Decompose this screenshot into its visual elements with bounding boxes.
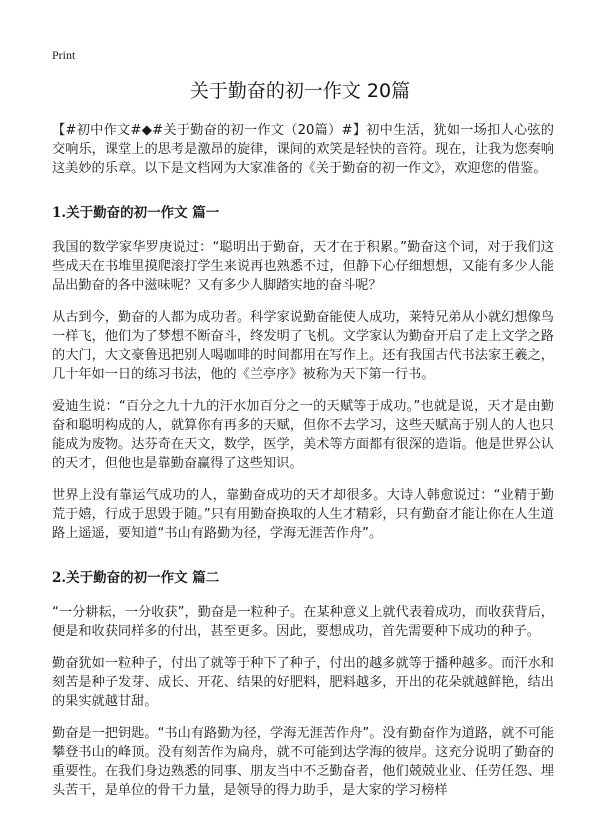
section-heading-1: 1.关于勤奋的初一作文 篇一: [52, 205, 220, 221]
article-title: 关于勤奋的初一作文 20篇: [189, 80, 411, 102]
article-body: [52, 121, 554, 800]
section-1-paragraph-1: 我国的数学家华罗庚说过：“聪明出于勤奋，天才在于积累。”勤奋这个词，对于我们这些成天在书堆里摸爬滚打学生来说再也熟悉不过，但静下心仔细想想，又能有多少人能品出勤奋的各中滋味呢？又有多少人脚踏实地的奋斗呢？: [52, 240, 554, 293]
print-label: Print: [52, 48, 76, 62]
section-2-paragraph-1: “一分耕耘，一分收获”，勤奋是一粒种子。在某种意义上就代表着成功，而收获背后，便是和收获同样多的付出，甚至更多。因此，要想成功，首先需要种下成功的种子。: [52, 605, 554, 639]
section-heading-2: 2.关于勤奋的初一作文 篇二: [52, 570, 220, 586]
intro-paragraph: 【#初中作文#◆#关于勤奋的初一作文（20篇）#】初中生活，犹如一场扣人心弦的交响乐，课堂上的思考是激昂的旋律，课间的欢笑是轻快的音符。现在，让我为您奏响这美妙的乐章。以下是文档网为大家准备的《关于勤奋的初一作文》，欢迎您的借鉴。: [52, 123, 554, 176]
section-1-paragraph-3: 爱迪生说：“百分之九十九的汗水加百分之一的天赋等于成功。”也就是说，天才是由勤奋和聪明构成的人，就算你有再多的天赋，但你不去学习，这些天赋高于别人的人也只能成为废物。达芬奇在天文，数学，医学，美术等方面都有很深的造诣。他是世界公认的天才，但他也是靠勤奋赢得了这些知识。: [52, 399, 554, 471]
section-2-paragraph-2: 勤奋犹如一粒种子，付出了就等于种下了种子，付出的越多就等于播种越多。而汗水和刻苦是种子发芽、成长、开花、结果的好肥料，肥料越多，开出的花朵就越鲜艳，结出的果实就越甘甜。: [52, 656, 554, 709]
section-1-paragraph-2: 从古到今，勤奋的人都为成功者。科学家说勤奋能使人成功，莱特兄弟从小就幻想像鸟一样飞，他们为了梦想不断奋斗，终发明了飞机。文学家认为勤奋开启了走上文学之路的大门，大文豪鲁迅把别人喝咖啡的时间都用在写作上。还有我国古代书法家王羲之，几十年如一日的练习书法，他的《兰亭序》被称为天下第一行书。: [52, 310, 554, 382]
section-2-paragraph-3: 勤奋是一把钥匙。“书山有路勤为径，学海无涯苦作舟”。没有勤奋作为道路，就不可能攀登书山的峰顶。没有刻苦作为扁舟，就不可能到达学海的彼岸。这充分说明了勤奋的重要性。在我们身边熟悉的同事、朋友当中不乏勤奋者，他们兢兢业业、任劳任怨、埋头苦干，是单位的骨干力量，是领导的得力助手，是大家的学习榜样: [52, 726, 554, 798]
section-1-paragraph-4: 世界上没有靠运气成功的人，靠勤奋成功的天才却很多。大诗人韩愈说过：“业精于勤荒于嬉，行成于思毁于随。”只有用勤奋换取的人生才精彩，只有勤奋才能让你在人生道路上遥遥，要知道“书山有路勤为径，学海无涯苦作舟”。: [52, 488, 554, 541]
